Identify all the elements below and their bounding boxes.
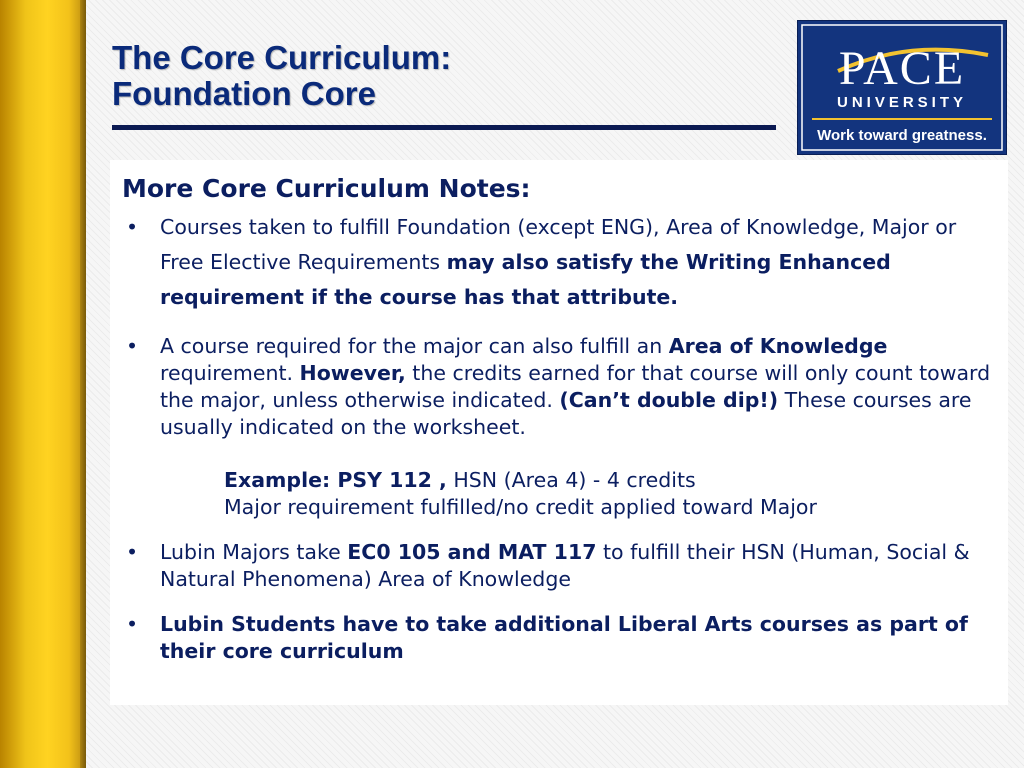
notes-list: [122, 210, 1002, 665]
example-label: Example: PSY 112 ,: [224, 468, 447, 492]
gold-side-bar: [0, 0, 86, 768]
logo-university: UNIVERSITY: [836, 94, 968, 111]
item-text: These courses are usually indicated on the worksheet.: [160, 388, 972, 439]
list-item: [122, 611, 1002, 665]
example-block: [160, 467, 1002, 521]
item-bold-text: may also satisfy the Writing Enhanced requirement if the course has that attribute.: [160, 250, 891, 309]
bullet-icon: •: [126, 215, 139, 239]
pace-university-logo: [797, 20, 1007, 155]
content-panel: [110, 160, 1008, 705]
list-item: [122, 539, 1002, 593]
item-text: Courses taken to fulfill Foundation (except ENG), Area of Knowledge, Major or Free Elective Requirements: [160, 215, 957, 274]
list-item: [122, 333, 1002, 521]
title-line-2: Foundation Core: [112, 75, 376, 112]
item-text: Lubin Majors take: [160, 540, 348, 564]
bullet-icon: •: [126, 612, 139, 636]
slide-title: [112, 40, 772, 112]
item-text: to fulfill their HSN (Human, Social & Natural Phenomena) Area of Knowledge: [160, 540, 970, 591]
logo-wordmark: PACE: [838, 42, 966, 95]
item-bold-text: Area of Knowledge: [668, 334, 888, 358]
bullet-icon: •: [126, 334, 139, 358]
notes-heading: More Core Curriculum Notes:: [122, 174, 531, 203]
title-line-1: The Core Curriculum:: [112, 39, 452, 76]
item-text: the credits earned for that course will only count toward the major, unless otherwise indicated.: [160, 361, 991, 412]
item-text: requirement.: [160, 361, 300, 385]
item-bold-text: (Can’t double dip!): [559, 388, 779, 412]
item-bold-text: Lubin Students have to take additional Liberal Arts courses as part of their core curriculum: [160, 612, 968, 663]
logo-tagline: Work toward greatness.: [817, 127, 987, 144]
title-underline: [112, 125, 776, 130]
item-text: A course required for the major can also fulfill an: [160, 334, 669, 358]
bullet-icon: •: [126, 540, 139, 564]
list-item: [122, 210, 1002, 315]
example-line-2: Major requirement fulfilled/no credit applied toward Major: [224, 495, 817, 519]
item-bold-text: EC0 105 and MAT 117: [347, 540, 597, 564]
example-detail: HSN (Area 4) - 4 credits: [446, 468, 696, 492]
item-bold-text: However,: [299, 361, 406, 385]
